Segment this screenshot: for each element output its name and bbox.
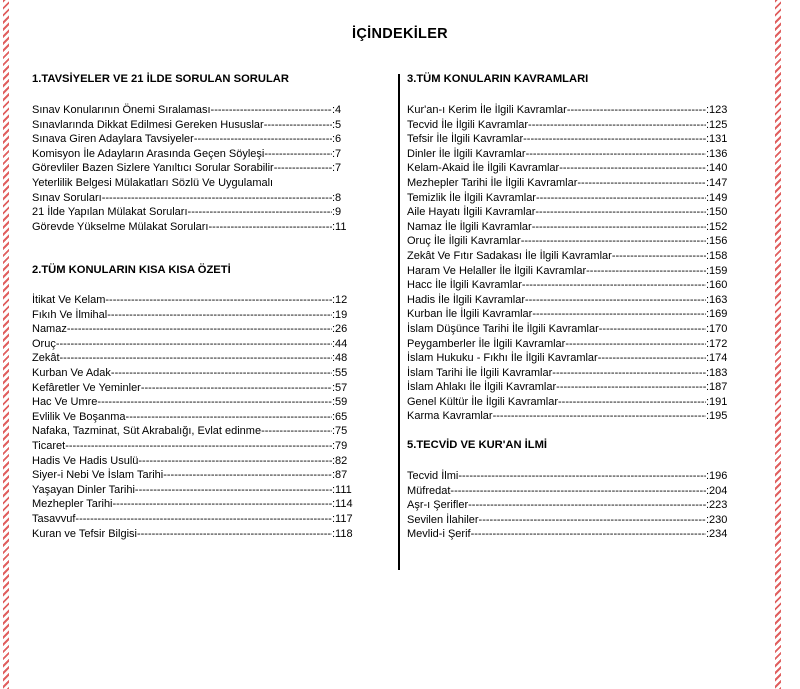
leader-dots xyxy=(612,249,706,264)
leader-dots xyxy=(535,205,706,220)
toc-entry[interactable] xyxy=(407,264,734,279)
toc-entry-label: Ticaret xyxy=(32,439,66,452)
toc-entry-page: :140 xyxy=(706,162,728,175)
leader-dots xyxy=(141,381,332,396)
leader-dots xyxy=(599,322,706,337)
toc-entry-label: Hac Ve Umre xyxy=(32,396,98,409)
leader-dots xyxy=(107,308,332,323)
toc-entry-page: :223 xyxy=(706,499,728,512)
toc-entry[interactable] xyxy=(407,191,734,206)
toc-entry[interactable] xyxy=(407,380,734,395)
toc-entry-label: İslam Tarihi İle İlgili Kavramlar xyxy=(407,366,553,379)
section-heading-1: 1.TAVSİYELER VE 21 İLDE SORULAN SORULAR xyxy=(32,73,289,85)
leader-dots xyxy=(135,483,332,498)
toc-entry[interactable] xyxy=(32,293,360,308)
toc-entry[interactable] xyxy=(407,220,734,235)
toc-entry[interactable] xyxy=(32,512,360,527)
leader-dots xyxy=(558,395,706,410)
toc-entry-label: Mezhepler Tarihi İle İlgili Kavramlar xyxy=(407,176,578,189)
leader-dots xyxy=(525,293,706,308)
toc-entry-label: Hacc İle İlgili Kavramlar xyxy=(407,279,522,292)
leader-dots xyxy=(493,409,706,424)
toc-entry-label: Haram Ve Helaller İle İlgili Kavramlar xyxy=(407,264,587,277)
toc-entry-label: Zekât xyxy=(32,352,60,365)
toc-entry-page: :65 xyxy=(332,410,348,423)
toc-entry-label: Müfredat xyxy=(407,484,451,497)
toc-entry-label: İslam Düşünce Tarihi İle İlgili Kavramlar xyxy=(407,322,599,335)
leader-dots xyxy=(264,118,332,133)
toc-entry-label: Tecvid İle İlgili Kavramlar xyxy=(407,118,529,131)
toc-entry-page: :9 xyxy=(332,206,342,219)
toc-entry[interactable] xyxy=(407,205,734,220)
toc-entry-label: Sevilen İlahiler xyxy=(407,513,479,526)
toc-entry[interactable] xyxy=(32,322,360,337)
toc-entry-page: :230 xyxy=(706,513,728,526)
toc-entry-page: :44 xyxy=(332,337,348,350)
toc-entry[interactable] xyxy=(32,410,360,425)
toc-entry-label: Kuran ve Tefsir Bilgisi xyxy=(32,527,137,540)
leader-dots xyxy=(102,191,332,206)
toc-entry[interactable] xyxy=(32,118,360,133)
leader-dots xyxy=(274,161,332,176)
leader-dots xyxy=(532,307,706,322)
toc-entry[interactable] xyxy=(32,439,360,454)
leader-dots xyxy=(522,278,706,293)
toc-entry-label: Namaz xyxy=(32,323,67,336)
toc-entry[interactable] xyxy=(407,307,734,322)
toc-entry-label: Tasavvuf xyxy=(32,512,76,525)
toc-entry-label: İslam Hukuku - Fıkhı İle İlgili Kavramlar xyxy=(407,352,598,365)
leader-dots xyxy=(450,484,706,499)
leader-dots xyxy=(188,205,332,220)
toc-entry-page: :152 xyxy=(706,220,728,233)
toc-entry-page: :191 xyxy=(706,395,728,408)
toc-entry[interactable] xyxy=(32,161,360,176)
toc-entry-label: Yaşayan Dinler Tarihi xyxy=(32,483,135,496)
toc-entry-label: Sınavlarında Dikkat Edilmesi Gereken Hususlar xyxy=(32,118,264,131)
toc-entry-page: :79 xyxy=(332,439,348,452)
toc-entry[interactable] xyxy=(32,366,360,381)
leader-dots xyxy=(536,191,706,206)
leader-dots xyxy=(598,351,706,366)
toc-entry[interactable] xyxy=(407,278,734,293)
toc-entry-label: Nafaka, Tazminat, Süt Akrabalığı, Evlat edinme xyxy=(32,425,262,438)
toc-entry-label: Temizlik İle İlgili Kavramlar xyxy=(407,191,536,204)
leader-dots xyxy=(532,220,706,235)
toc-entry-page: :111 xyxy=(332,483,352,496)
toc-entry-label: Karma Kavramlar xyxy=(407,410,493,423)
toc-entry[interactable] xyxy=(32,132,360,147)
toc-entry-page: :170 xyxy=(706,322,728,335)
toc-entry-page: :156 xyxy=(706,235,728,248)
toc-entry-label: Kurban İle İlgili Kavramlar xyxy=(407,308,533,321)
toc-entry-label: Sınav Konularının Önemi Sıralaması xyxy=(32,104,211,116)
toc-entry[interactable] xyxy=(32,395,360,410)
leader-dots xyxy=(261,424,332,439)
page-title: İÇİNDEKİLER xyxy=(352,26,448,42)
toc-entry-label: Aşr-ı Şerifler xyxy=(407,499,469,512)
toc-entry-label: Dinler İle İlgili Kavramlar xyxy=(407,147,526,160)
toc-entry-label: 21 İlde Yapılan Mülakat Soruları xyxy=(32,206,188,219)
toc-entry-label: Yeterlilik Belgesi Mülakatları Sözlü Ve Uygulamalı xyxy=(32,176,274,189)
leader-dots xyxy=(552,366,706,381)
toc-entry-label: Komisyon İle Adayların Arasında Geçen Söyleşi xyxy=(32,147,265,160)
toc-entry[interactable] xyxy=(407,513,734,528)
leader-dots xyxy=(559,161,706,176)
toc-entry-label: Genel Kültür İle İlgili Kavramlar xyxy=(407,395,559,408)
leader-dots xyxy=(577,176,706,191)
leader-dots xyxy=(194,132,332,147)
leader-dots xyxy=(479,513,706,528)
toc-entry-label: Zekât Ve Fıtır Sadakası İle İlgili Kavramlar xyxy=(407,249,612,262)
toc-entry-page: :174 xyxy=(706,352,728,365)
toc-entry[interactable] xyxy=(32,147,360,162)
toc-entry-page: :172 xyxy=(706,337,728,350)
toc-entry[interactable] xyxy=(407,147,734,162)
leader-dots xyxy=(65,439,332,454)
column-divider xyxy=(398,74,400,570)
toc-entry[interactable] xyxy=(32,497,360,512)
toc-entry[interactable] xyxy=(407,351,734,366)
leader-dots xyxy=(526,147,706,162)
toc-entry-page: :26 xyxy=(332,323,348,336)
leader-dots xyxy=(209,220,333,235)
toc-entry-page: :11 xyxy=(332,220,347,233)
toc-entry-label: Mevlid-i Şerif xyxy=(407,528,471,541)
leader-dots xyxy=(126,410,332,425)
toc-entry[interactable] xyxy=(32,176,360,191)
toc-entry-label: Tefsir İle İlgili Kavramlar xyxy=(407,133,524,146)
section-heading-5: 5.TECVİD VE KUR'AN İLMİ xyxy=(407,439,548,451)
toc-entry[interactable] xyxy=(407,293,734,308)
toc-entry-page: :204 xyxy=(706,484,728,497)
toc-entry-page: :163 xyxy=(706,293,728,306)
toc-entry-page: :150 xyxy=(706,206,728,219)
toc-entry[interactable] xyxy=(407,176,734,191)
decorative-border-left xyxy=(3,0,9,689)
toc-entry[interactable] xyxy=(32,220,360,235)
toc-entry[interactable] xyxy=(407,484,734,499)
leader-dots xyxy=(113,497,332,512)
toc-entry-label: Evlilik Ve Boşanma xyxy=(32,410,126,423)
leader-dots xyxy=(105,293,332,308)
toc-entry-page: :131 xyxy=(706,133,728,146)
toc-entry[interactable] xyxy=(32,483,360,498)
leader-dots xyxy=(163,468,332,483)
leader-dots xyxy=(458,469,706,484)
toc-entry-page: :183 xyxy=(706,366,728,379)
toc-entry-label: Sınav Soruları xyxy=(32,191,102,204)
toc-entry-page: :57 xyxy=(332,381,348,394)
toc-entry[interactable] xyxy=(32,454,360,469)
toc-entry-page: :169 xyxy=(706,308,728,321)
toc-entry-label: Oruç xyxy=(32,337,56,350)
leader-dots xyxy=(567,103,706,118)
leader-dots xyxy=(523,132,706,147)
toc-entry-label: Fıkıh Ve İlmihal xyxy=(32,308,108,321)
toc-entry-label: Görevliler Bazen Sizlere Yanıltıcı Sorular Sorabilir xyxy=(32,162,274,175)
toc-entry-page: :196 xyxy=(706,470,728,482)
toc-entry[interactable] xyxy=(407,409,734,424)
leader-dots xyxy=(468,498,706,513)
toc-entry-page: :59 xyxy=(332,396,348,409)
toc-entry-label: Kelam-Akaid İle İlgili Kavramlar xyxy=(407,162,560,175)
toc-entry-label: Tecvid İlmi xyxy=(407,470,459,482)
leader-dots xyxy=(97,395,332,410)
leader-dots xyxy=(586,264,706,279)
toc-entry-page: :234 xyxy=(706,528,728,541)
toc-entry[interactable] xyxy=(407,337,734,352)
toc-entry[interactable] xyxy=(407,498,734,513)
toc-entry-label: İslam Ahlakı İle İlgili Kavramlar xyxy=(407,381,557,394)
toc-entry[interactable] xyxy=(32,308,360,323)
toc-entry-label: Hadis Ve Hadis Usulü xyxy=(32,454,139,467)
leader-dots xyxy=(471,527,706,542)
toc-entry[interactable] xyxy=(32,191,360,206)
toc-entry-label: Peygamberler İle İlgili Kavramlar xyxy=(407,337,566,350)
toc-entry-page: :82 xyxy=(332,454,348,467)
leader-dots xyxy=(211,103,332,118)
toc-entry-page: :125 xyxy=(706,118,728,131)
toc-entry-page: :48 xyxy=(332,352,348,365)
toc-entry-label: Mezhepler Tarihi xyxy=(32,498,113,511)
toc-entry-page: :75 xyxy=(332,425,348,438)
leader-dots xyxy=(67,322,332,337)
leader-dots xyxy=(264,147,332,162)
toc-entry-label: Kur'an-ı Kerim İle İlgili Kavramlar xyxy=(407,104,567,116)
toc-entry-page: :4 xyxy=(332,104,342,116)
leader-dots xyxy=(56,337,332,352)
toc-entry-page: :117 xyxy=(332,512,353,525)
toc-entry-page: :158 xyxy=(706,249,728,262)
toc-entry-page: :5 xyxy=(332,118,342,131)
toc-entry-page: :195 xyxy=(706,410,728,423)
decorative-border-right xyxy=(775,0,781,689)
toc-entry-page: :8 xyxy=(332,191,342,204)
toc-entry-label: Aile Hayatı İlgili Kavramlar xyxy=(407,206,536,219)
toc-entry[interactable] xyxy=(407,161,734,176)
section-3-entries xyxy=(407,103,734,424)
section-2-entries xyxy=(32,293,360,541)
toc-entry-label: İtikat Ve Kelam xyxy=(32,294,106,306)
toc-entry[interactable] xyxy=(32,205,360,220)
toc-entry[interactable] xyxy=(407,395,734,410)
toc-entry[interactable] xyxy=(407,103,734,118)
toc-entry[interactable] xyxy=(32,381,360,396)
leader-dots xyxy=(138,454,332,469)
toc-entry-page: :7 xyxy=(332,162,342,175)
toc-entry-label: Oruç İle İlgili Kavramlar xyxy=(407,235,521,248)
toc-entry-page: :136 xyxy=(706,147,728,160)
toc-entry[interactable] xyxy=(32,527,360,542)
toc-entry[interactable] xyxy=(407,469,734,484)
section-1-entries xyxy=(32,103,360,234)
leader-dots xyxy=(556,380,706,395)
toc-entry-page: :123 xyxy=(706,104,728,116)
leader-dots xyxy=(521,234,706,249)
toc-entry[interactable] xyxy=(407,527,734,542)
toc-entry[interactable] xyxy=(407,322,734,337)
toc-entry-page: :147 xyxy=(706,176,728,189)
leader-dots xyxy=(111,366,332,381)
toc-entry[interactable] xyxy=(407,118,734,133)
toc-entry-page: :12 xyxy=(332,294,348,306)
toc-entry-page: :118 xyxy=(332,527,353,540)
toc-entry[interactable] xyxy=(407,366,734,381)
leader-dots xyxy=(137,527,332,542)
leader-dots xyxy=(60,351,332,366)
toc-entry-label: Sınava Giren Adaylara Tavsiyeler xyxy=(32,133,194,146)
leader-dots xyxy=(75,512,332,527)
toc-entry-label: Kefâretler Ve Yeminler xyxy=(32,381,141,394)
toc-entry-page: :19 xyxy=(332,308,348,321)
toc-entry[interactable] xyxy=(32,103,360,118)
toc-entry[interactable] xyxy=(32,351,360,366)
section-5-entries xyxy=(407,469,734,542)
toc-entry-page: :160 xyxy=(706,279,728,292)
toc-entry-page: :6 xyxy=(332,133,342,146)
toc-entry[interactable] xyxy=(32,337,360,352)
toc-entry[interactable] xyxy=(407,249,734,264)
toc-entry-page: :114 xyxy=(332,498,353,511)
toc-entry[interactable] xyxy=(407,234,734,249)
toc-entry-page: :55 xyxy=(332,366,348,379)
toc-entry-label: Hadis İle İlgili Kavramlar xyxy=(407,293,525,306)
toc-entry[interactable] xyxy=(32,424,360,439)
toc-entry-label: Namaz İle İlgili Kavramlar xyxy=(407,220,532,233)
toc-entry-page: :149 xyxy=(706,191,728,204)
toc-entry-page: :7 xyxy=(332,147,342,160)
toc-entry-label: Kurban Ve Adak xyxy=(32,366,111,379)
section-heading-3: 3.TÜM KONULARIN KAVRAMLARI xyxy=(407,73,589,85)
toc-entry-page: :87 xyxy=(332,469,348,482)
toc-entry[interactable] xyxy=(32,468,360,483)
toc-entry-label: Siyer-i Nebi Ve İslam Tarihi xyxy=(32,469,164,482)
toc-entry-page: :159 xyxy=(706,264,728,277)
toc-entry-page: :187 xyxy=(706,381,728,394)
section-heading-2: 2.TÜM KONULARIN KISA KISA ÖZETİ xyxy=(32,264,231,276)
leader-dots xyxy=(565,337,706,352)
leader-dots xyxy=(528,118,706,133)
toc-entry-label: Görevde Yükselme Mülakat Soruları xyxy=(32,220,209,233)
toc-entry[interactable] xyxy=(407,132,734,147)
